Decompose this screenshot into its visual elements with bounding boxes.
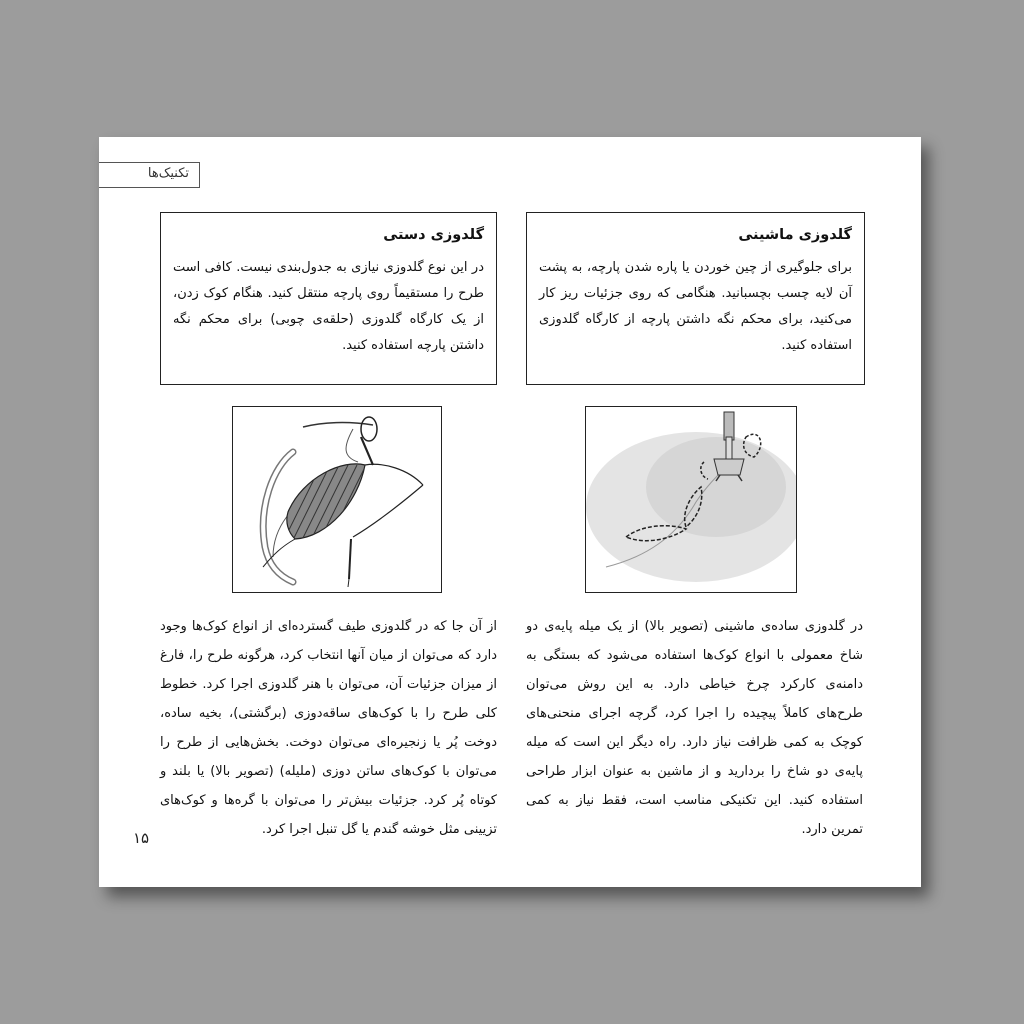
page-number: ۱۵	[133, 829, 150, 847]
machine-embroidery-body: در گلدوزی ساده‌ی ماشینی (تصویر بالا) از یک میله پایه‌ی دو شاخ معمولی با انواع کوک‌ها استفاده می‌شود که بستگی به دامنه‌ی کارکرد چرخ خیاطی دارد. به این روش می‌توان طرح‌های کاملاً پیچیده را اجرا کرد، گرچه اجرای منحنی‌های کوچک به کمی ظرافت نیاز دارد. راه دیگر این است که میله پایه‌ی دو شاخ را بردارید و از ماشین به عنوان ابزار طراحی استفاده کنید. این تکنیکی مناسب است، فقط نیاز به کمی تمرین دارد.	[526, 619, 863, 837]
section-header-tab	[99, 162, 200, 188]
hand-embroidery-tip-box	[160, 212, 497, 385]
hand-embroidery-tip: در این نوع گلدوزی نیازی به جدول‌بندی نیست. کافی است طرح را مستقیماً روی پارچه منتقل کنید. هنگام کوک زدن، از یک کارگاه گلدوزی (حلقه‌ی چوبی) برای محکم نگه داشتن پارچه استفاده کنید.	[173, 260, 484, 353]
machine-embroidery-title: گلدوزی ماشینی	[738, 227, 852, 243]
section-label: تکنیک‌ها	[147, 166, 189, 181]
machine-embroidery-tip: برای جلوگیری از چین خوردن یا پاره شدن پارچه، به پشت آن لایه چسب بچسبانید. هنگامی که روی جزئیات ریز کار می‌کنید، برای محکم نگه داشتن پارچه از کارگاه گلدوزی استفاده کنید.	[539, 260, 852, 353]
book-page	[99, 137, 921, 887]
machine-embroidery-tip-box	[526, 212, 865, 385]
hand-embroidery-illustration	[232, 406, 442, 593]
machine-embroidery-illustration	[585, 406, 797, 593]
machine-foot-drawing	[586, 407, 796, 592]
hand-embroidery-body: از آن جا که در گلدوزی طیف گسترده‌ای از انواع کوک‌ها وجود دارد که می‌توان از میان آنها انتخاب کرد، هرگونه طرح را، فارغ از میزان جزئیات آن، می‌توان با هنر گلدوزی اجرا کرد. خطوط کلی طرح را با کوک‌های ساقه‌دوزی (برگشتی)، بخیه ساده، دوخت پُر یا زنجیره‌ای می‌توان دوخت. بخش‌هایی از طرح را می‌توان با کوک‌های ساتن دوزی (ملیله) (تصویر بالا) یا بلند و کوتاه پُر کرد. جزئیات بیش‌تر را می‌توان با گره‌ها و کوک‌های تزیینی مثل خوشه گندم یا گل تنبل اجرا کرد.	[160, 619, 497, 837]
hand-satin-stitch-drawing	[233, 407, 441, 592]
hand-embroidery-title: گلدوزی دستی	[383, 227, 484, 243]
